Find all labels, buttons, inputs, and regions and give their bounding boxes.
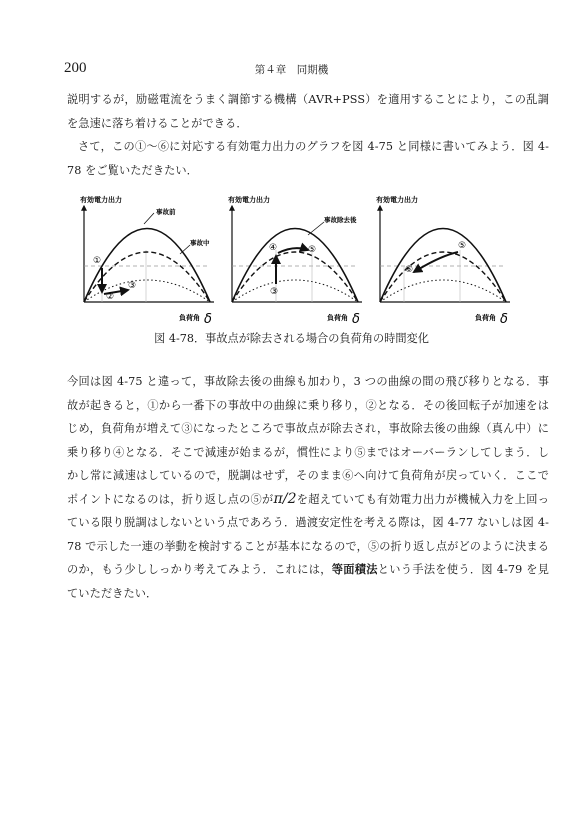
curve-post-fault <box>232 252 358 302</box>
marker-2: ② <box>106 292 115 302</box>
x-axis-symbol: δ <box>352 312 360 327</box>
y-axis-label: 有効電力出力 <box>376 196 418 204</box>
panel-2 <box>228 195 362 327</box>
label-leader <box>308 222 324 235</box>
running-head: 第４章 同期機 <box>254 64 329 76</box>
x-axis-label: 負荷角 <box>179 314 200 322</box>
label-post-fault: 事故除去後 <box>324 216 357 224</box>
bold-term: 等面積法 <box>331 562 378 576</box>
label-pre-fault: 事故前 <box>156 208 176 216</box>
marker-5: ⑤ <box>308 245 317 255</box>
marker-3: ③ <box>128 281 137 291</box>
panel-1 <box>80 195 214 327</box>
paragraph-figure-intro: さて，この①～⑥に対応する有効電力出力のグラフを図 4-75 と同様に書いてみよう．図 4-78 をご覧いただきたい． <box>67 140 549 177</box>
curve-post-fault <box>380 252 506 302</box>
figure-4-78 <box>62 190 522 330</box>
curve-pre-fault <box>232 229 358 303</box>
paragraph-text: 今回は図 4-75 と違って，事故除去後の曲線も加わり，3 つの曲線の間の飛び移りとなる．事故が起きると，①から一番下の事故中の曲線に乗り移り，②となる．その後回転子が加速をはじめ，負荷角が増えて③になったところで事故点が除去され，事故除去後の曲線（真ん中）に乗り移り④となる．そこで減速が始まるが，慣性により⑤まではオーバーランしてしまう．しかし常に減速はしているので，脱調はせず，そのまま⑥へ向けて負荷角が戻っていく．ここでポイントになるのは，折り返し点の⑤が <box>67 375 549 506</box>
page-number: 200 <box>64 60 87 76</box>
figure-caption: 図 4-78．事故点が除去される場合の負荷角の時間変化 <box>154 332 429 345</box>
paragraph-text: という手法を使う．図 4-79 を見ていただきたい． <box>67 563 549 600</box>
return-arrow <box>414 252 458 272</box>
paragraph-text: を超えていても有効電力出力が機械入力を上回っている限り脱調はしないという点であろう．過渡安定性を考える際は，図 4-77 ないしは図 4-78 で示した一連の挙動を検討することが基本になるので，⑤の折り返し点がどのように決まるのか，もう少ししっかり考えてみよう．これには， <box>67 492 549 576</box>
curve-pre-fault <box>380 229 506 303</box>
curve-during-fault <box>232 280 358 302</box>
x-axis-label: 負荷角 <box>327 314 348 322</box>
panel-3 <box>376 195 510 327</box>
math-pi-over-2: π/2 <box>273 490 297 507</box>
marker-3: ③ <box>270 287 279 297</box>
marker-4: ④ <box>269 243 278 253</box>
x-axis-label: 負荷角 <box>475 314 496 322</box>
curve-during-fault <box>380 280 506 302</box>
paragraph-explanation <box>67 370 549 605</box>
x-axis-symbol: δ <box>500 312 508 327</box>
y-axis-label: 有効電力出力 <box>80 196 122 204</box>
marker-6: ⑥ <box>405 265 414 275</box>
label-leader <box>144 213 154 224</box>
marker-5: ⑤ <box>458 241 467 251</box>
label-during-fault: 事故中 <box>190 239 210 247</box>
paragraph-intro: 説明するが，励磁電流をうまく調節する機構（AVR+PSS）を適用することにより，この乱調を急速に落ち着けることができる． <box>67 93 549 130</box>
marker-1: ① <box>93 256 102 266</box>
x-axis-symbol: δ <box>204 312 212 327</box>
y-axis-label: 有効電力出力 <box>228 196 270 204</box>
